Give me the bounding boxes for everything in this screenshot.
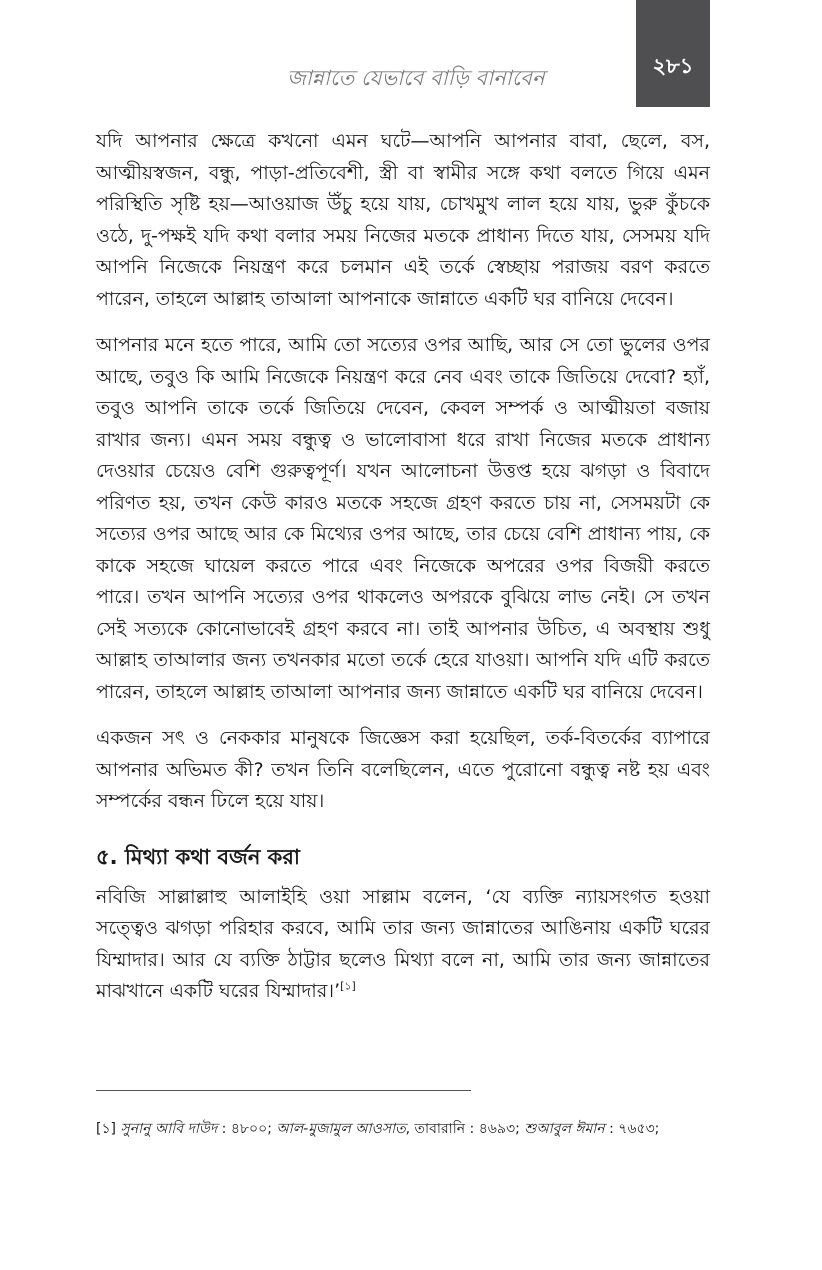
footnote-number-1: : ৪৮০০; bbox=[217, 1121, 277, 1137]
page-number-tab bbox=[636, 0, 710, 107]
footnote-marker: [১] bbox=[96, 1121, 117, 1137]
footnote-reference[interactable]: [১] bbox=[340, 979, 356, 993]
footnote bbox=[96, 1118, 716, 1140]
section-paragraph bbox=[96, 882, 710, 1008]
footnote-source-1: সুনানু আবি দাউদ bbox=[120, 1121, 218, 1137]
footnote-source-3: শুআবুল ঈমান bbox=[524, 1121, 605, 1137]
page-number: ২৮১ bbox=[652, 54, 694, 78]
footnote-number-3: : ৭৬৫৩; bbox=[604, 1121, 660, 1137]
footnote-divider bbox=[96, 1090, 471, 1091]
page-body bbox=[96, 126, 710, 1023]
paragraph-2: আপনার মনে হতে পারে, আমি তো সত্যের ওপর আছি, আর সে তো ভুলের ওপর আছে, তবুও কি আমি নিজেকে নিয়ন্ত্রণ করে নেব এবং তাকে জিতিয়ে দেবো? হ্যাঁ, তবুও আপনি তাকে তর্কে জিতিয়ে দেবেন, কেবল সম্পর্ক ও আত্মীয়তা বজায় রাখার জন্য। এমন সময় বন্ধুত্ব ও ভালোবাসা ধরে রাখা নিজের মতকে প্রাধান্য দেওয়ার চেয়েও বেশি গুরুত্বপূর্ণ। যখন আলোচনা উত্তপ্ত হয়ে ঝগড়া ও বিবাদে পরিণত হয়, তখন কেউ কারও মতকে সহজে গ্রহণ করতে চায় না, সেসময়টা কে সত্যের ওপর আছে আর কে মিথ্যের ওপর আছে, তার চেয়ে বেশি প্রাধান্য পায়, কে কাকে সহজে ঘায়েল করতে পারে এবং নিজেকে অপরের ওপর বিজয়ী করতে পারে। তখন আপনি সত্যের ওপর থাকলেও অপরকে বুঝিয়ে লাভ নেই। সে তখন সেই সত্যকে কোনোভাবেই গ্রহণ করবে না। তাই আপনার উচিত, এ অবস্থায় শুধু আল্লাহ তাআলার জন্য তখনকার মতো তর্কে হেরে যাওয়া। আপনি যদি এটি করতে পারেন, তাহলে আল্লাহ তাআলা আপনার জন্য জান্নাতে একটি ঘর বানিয়ে দেবেন। bbox=[96, 334, 710, 703]
paragraph-3: একজন সৎ ও নেককার মানুষকে জিজ্ঞেস করা হয়েছিল, তর্ক-বিতর্কের ব্যাপারে আপনার অভিমত কী? তখন তিনি বলেছিলেন, এতে পুরোনো বন্ধুত্ব নষ্ট হয় এবং সম্পর্কের বন্ধন ঢিলে হয়ে যায়। bbox=[96, 727, 710, 812]
paragraph-1: যদি আপনার ক্ষেত্রে কখনো এমন ঘটে—আপনি আপনার বাবা, ছেলে, বস, আত্মীয়স্বজন, বন্ধু, পাড়া-প্রতিবেশী, স্ত্রী বা স্বামীর সঙ্গে কথা বলতে গিয়ে এমন পরিস্থিতি সৃষ্টি হয়—আওয়াজ উঁচু হয়ে যায়, চোখমুখ লাল হয়ে যায়, ভুরু কুঁচকে ওঠে, দু-পক্ষই যদি কথা বলার সময় নিজের মতকে প্রাধান্য দিতে যায়, সেসময় যদি আপনি নিজেকে নিয়ন্ত্রণ করে চলমান এই তর্কে স্বেচ্ছায় পরাজয় বরণ করতে পারেন, তাহলে আল্লাহ তাআলা আপনাকে জান্নাতে একটি ঘর বানিয়ে দেবেন। bbox=[96, 130, 710, 310]
section-paragraph-text: নবিজি সাল্লাল্লাহু আলাইহি ওয়া সাল্লাম বলেন, ‘যে ব্যক্তি ন্যায়সংগত হওয়া সত্ত্বেও ঝগড়া পরিহার করবে, আমি তার জন্য জান্নাতের আঙিনায় একটি ঘরের যিম্মাদার। আর যে ব্যক্তি ঠাট্টার ছলেও মিথ্যা বলে না, আমি তার জন্য জান্নাতের মাঝখানে একটি ঘরের যিম্মাদার।’ bbox=[96, 885, 710, 1002]
section-heading: ৫. মিথ্যা কথা বর্জন করা bbox=[96, 844, 301, 869]
footnote-number-2: , তাবারানি : ৪৬৯৩; bbox=[405, 1121, 525, 1137]
running-title: জান্নাতে যেভাবে বাড়ি বানাবেন bbox=[287, 66, 545, 90]
footnote-source-2: আল-মুজামুল আওসাত bbox=[276, 1121, 406, 1137]
